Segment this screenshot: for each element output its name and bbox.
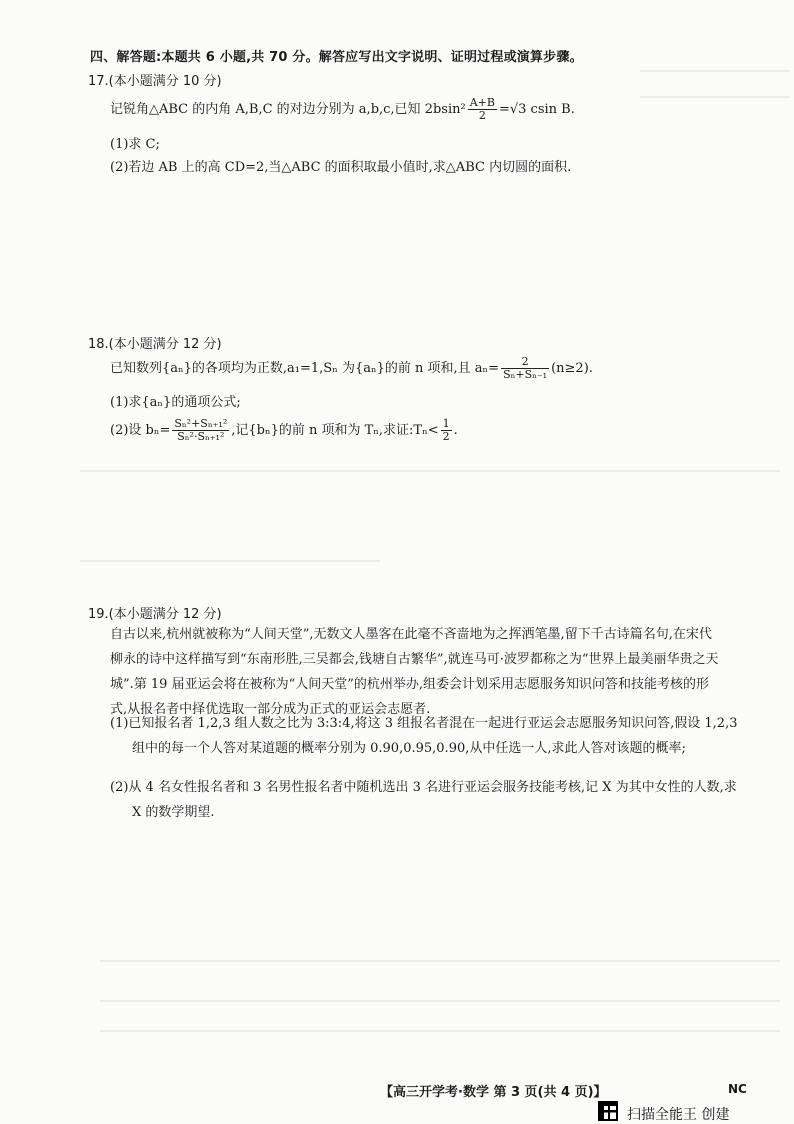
bleed-through-mark [100,1030,780,1032]
bleed-through-mark [80,470,780,472]
q19-title: 19.(本小题满分 12 分) [88,607,222,622]
q18-stem-text-a: 已知数列{aₙ}的各项均为正数,a₁=1,Sₙ 为{aₙ}的前 n 项和,且 aₙ= [110,361,500,376]
q18-p2-text-c: . [453,423,458,438]
q17-frac-den: 2 [478,109,486,122]
q18-p2-fraction [172,418,229,443]
page-footer: 【高三开学考·数学 第 3 页(共 4 页)】 [380,1085,607,1100]
q18-p2-frac2-den: 2 [442,430,450,443]
q18-frac-num: 2 [501,356,549,369]
scanner-watermark: 扫描全能王 创建 [627,1107,730,1123]
bleed-through-mark [640,70,790,72]
bleed-through-mark [100,1000,780,1002]
q18-part2 [110,418,458,443]
q19-part1: (1)已知报名者 1,2,3 组人数之比为 3:3:4,将这 3 组报名者混在一起进行亚运会志愿服务知识问答,假设 1,2,3 组中的每一个人答对某道题的概率分别为 0.90,0.95,0.90,从中任选一人,求此人答对该题的概率; [110,716,738,756]
q18-p2-text-a: (2)设 bₙ= [110,423,171,438]
q19-stem: 自古以来,杭州就被称为“人间天堂”,无数文人墨客在此毫不吝啬地为之挥洒笔墨,留下千古诗篇名句,在宋代柳永的诗中这样描写到“东南形胜,三吴都会,钱塘自古繁华”,就连马可·波罗都称之为“世界上最美丽华贵之天城”.第 19 届亚运会将在被称为“人间天堂”的杭州举办,组委会计划采用志愿服务知识问答和技能考核的形式,从报名者中择优选取一部分成为正式的亚运会志愿者. [110,627,719,717]
q19-part2: (2)从 4 名女性报名者和 3 名男性报名者中随机选出 3 名进行亚运会服务技能考核,记 X 为其中女性的人数,求 X 的数学期望. [110,780,737,820]
q17-stem-text-b: =√3 csin B. [498,102,575,117]
q18-stem-fraction [501,356,549,381]
qr-code-icon [598,1101,618,1121]
q18-p2-fraction-half [441,418,452,443]
q17-part1: (1)求 C; [110,137,160,152]
q18-frac-den: Sₙ+Sₙ₋₁ [503,368,548,381]
q18-p2-frac-num: Sₙ²+Sₙ₊₁² [174,417,228,430]
bleed-through-mark [80,560,380,562]
q18-p2-text-b: ,记{bₙ}的前 n 项和为 Tₙ,求证:Tₙ< [231,423,439,438]
q18-part1: (1)求{aₙ}的通项公式; [110,395,241,410]
q17-title: 17.(本小题满分 10 分) [88,74,222,89]
q17-stem-fraction [468,97,497,122]
paper-code: NC [728,1082,747,1096]
q18-stem-text-b: (n≥2). [551,361,593,376]
q17-part2: (2)若边 AB 上的高 CD=2,当△ABC 的面积取最小值时,求△ABC 内切圆的面积. [110,160,572,175]
q17-stem-text-a: 记锐角△ABC 的内角 A,B,C 的对边分别为 a,b,c,已知 2bsin² [110,102,466,117]
q18-title: 18.(本小题满分 12 分) [88,337,222,352]
section-header: 四、解答题:本题共 6 小题,共 70 分。解答应写出文字说明、证明过程或演算步骤。 [90,50,583,65]
q18-p2-frac2-num: 1 [442,417,450,430]
q17-stem [110,97,575,122]
q18-stem [110,356,593,381]
q17-frac-num: A+B [469,96,495,109]
bleed-through-mark [640,96,790,98]
q18-p2-frac-den: Sₙ²·Sₙ₊₁² [177,430,225,443]
bleed-through-mark [100,960,780,962]
